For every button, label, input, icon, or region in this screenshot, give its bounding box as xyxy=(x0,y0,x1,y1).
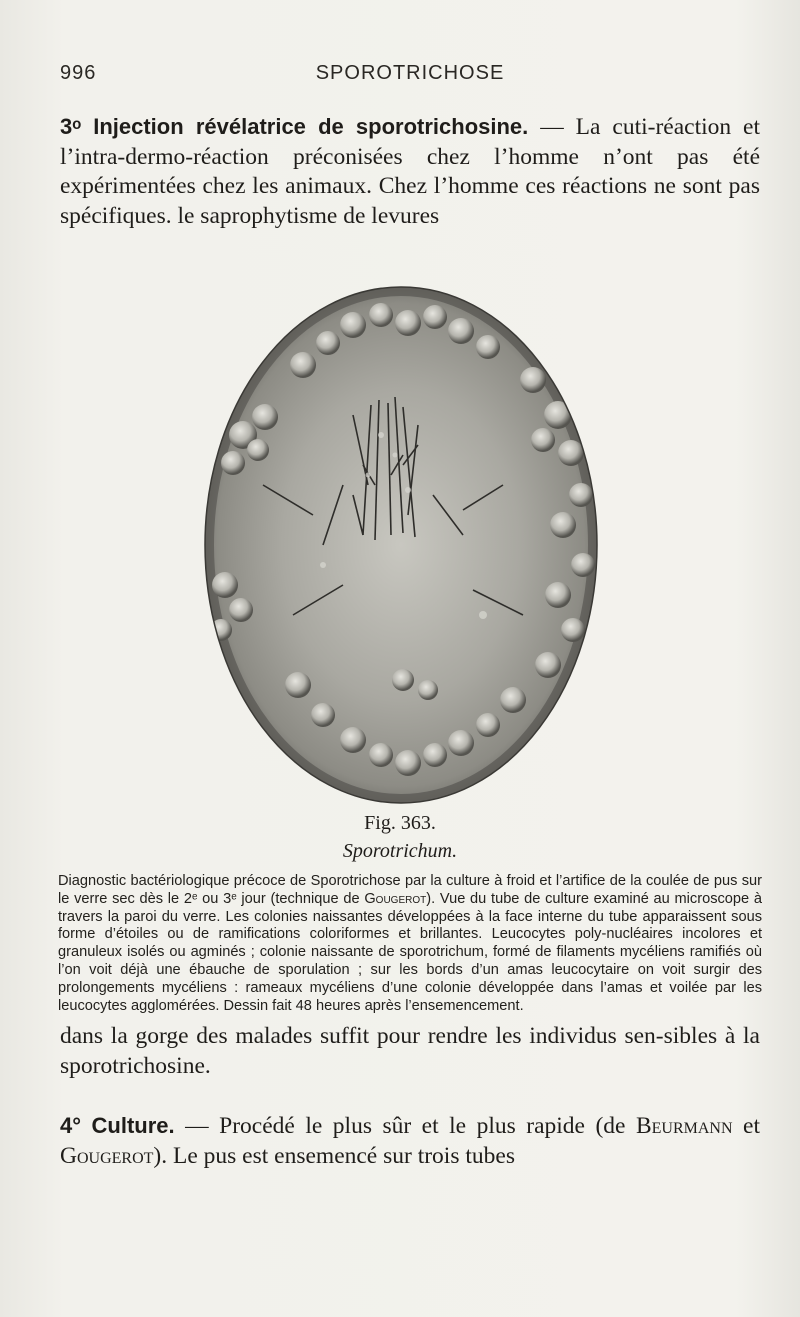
page-header xyxy=(60,62,760,92)
figure-title: Sporotrichum. xyxy=(342,840,458,862)
legend-author-name: Gougerot xyxy=(364,890,427,907)
section-number: 3ᵒ xyxy=(60,114,82,139)
running-title: SPOROTRICHOSE xyxy=(315,62,505,84)
paragraph-culture xyxy=(60,1111,760,1171)
figure-legend xyxy=(58,873,762,1015)
section-heading: Culture. xyxy=(91,1113,175,1138)
figure-number: Fig. 363. xyxy=(364,812,436,834)
paragraph-text: dans la gorge des malades suffit pour rendre les individus sen-sibles à la sporotrichosine. xyxy=(60,1023,760,1079)
paragraph-continuation xyxy=(60,1022,760,1081)
legend-text-part1: Diagnostic bactériologique précoce de Sporotrichose par la culture à froid et l’artifice de la coulée de pus sur le verre sec dès le 2ᵉ ou 3ᵉ jour (technique de xyxy=(58,873,762,907)
section-heading: Injection révélatrice de sporotrichosine. xyxy=(93,114,529,139)
figure-illustration xyxy=(203,285,599,805)
page-number: 996 xyxy=(60,62,97,84)
paragraph-text-c: ). Le pus est ensemencé sur trois tubes xyxy=(153,1142,515,1169)
author-name-1: Beurmann xyxy=(635,1113,733,1139)
paragraph-text-b: et xyxy=(732,1113,761,1139)
paragraph-text-a: — Procédé le plus sûr et le plus rapide (de xyxy=(174,1113,636,1139)
legend-text-part2: ). Vue du tube de culture examiné au microscope à travers la paroi du verre. Les colonies naissantes développées à la face interne du tube apparaissent sous forme d’étoiles ou de ramifications coloriformes et brillantes. Leucocytes poly-nucléaires incolores et granuleux isolés ou agminés ; colonie naissante de sporotrichum, formé de filaments mycéliens ramifiés où l’on voit déjà une ébauche de sporulation ; sur les bords d’un amas leucocytaire on voit surgir des prolongements mycéliens : rameaux mycéliens d’une colonie développée dans l’amas et voilée par les leucocytes agglomérées. Dessin fait 48 heures après l’ensemencement. xyxy=(58,890,762,1014)
paragraph-injection xyxy=(60,112,760,231)
paragraph-text: — La cuti-réaction et l’intra-dermo-réaction préconisées chez l’homme n’ont pas été expérimentées chez les animaux. Chez l’homme ces réactions ne sont pas spécifiques. le saprophytisme de levures xyxy=(60,114,761,229)
author-name-2: Gougerot xyxy=(60,1142,154,1169)
microscope-drawing xyxy=(203,285,599,805)
section-number: 4° xyxy=(60,1113,82,1138)
